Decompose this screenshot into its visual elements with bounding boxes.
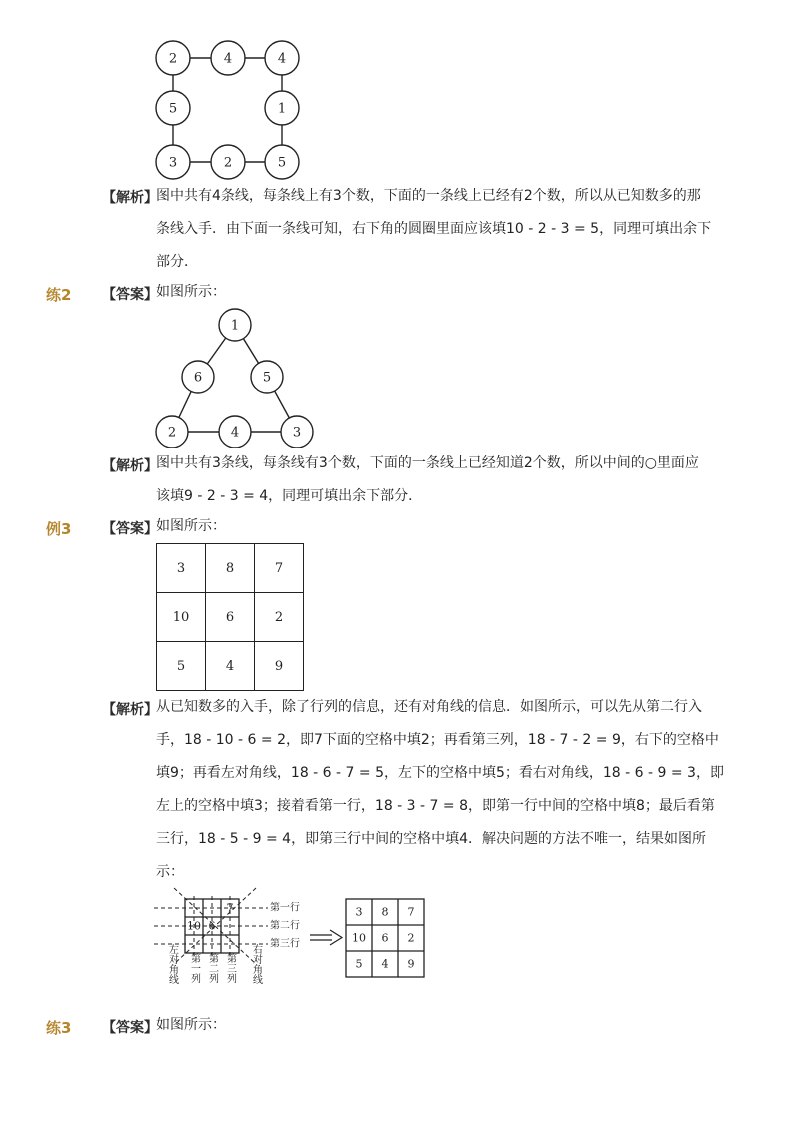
node: 5 xyxy=(277,155,287,171)
given-value: 10 xyxy=(187,919,201,933)
node: 2 xyxy=(167,425,177,441)
diag-label-right: 右对角线 xyxy=(250,944,262,984)
node: 4 xyxy=(277,51,287,67)
answer-text: 如图所示： xyxy=(156,518,226,534)
result-cell: 7 xyxy=(407,905,415,919)
analysis-label: 【解析】 xyxy=(102,190,158,206)
node: 2 xyxy=(223,155,233,171)
answer-label: 【答案】 xyxy=(102,521,158,537)
analysis-label: 【解析】 xyxy=(102,702,158,718)
col-label: 第二列 xyxy=(206,953,218,983)
result-cell: 2 xyxy=(407,931,415,945)
row-label: 第一行 xyxy=(270,902,300,914)
node: 1 xyxy=(277,101,287,117)
text-line: 该填9 - 2 - 3 = 4，同理可填出余下部分． xyxy=(156,488,423,504)
text-line: 图中共有3条线，每条线有3个数，下面的一条线上已经知道2个数，所以中间的○里面应 xyxy=(156,455,699,471)
node: 5 xyxy=(262,370,272,386)
result-cell: 8 xyxy=(381,905,389,919)
result-cell: 5 xyxy=(355,957,363,971)
answer-text: 如图所示： xyxy=(156,1017,226,1033)
grid-cell: 4 xyxy=(206,642,255,691)
node: 2 xyxy=(168,51,178,67)
text-line: 左上的空格中填3；接着看第一行，18 - 3 - 7 = 8，即第一行中间的空格中填8；最后看第 xyxy=(156,798,715,814)
grid-cell: 2 xyxy=(255,593,304,642)
section-title-lian2: 练2 xyxy=(46,286,72,304)
given-value: 7 xyxy=(226,901,234,915)
node: 3 xyxy=(292,425,302,441)
diag-label-left: 左对角线 xyxy=(166,944,178,984)
square-circle-diagram xyxy=(150,36,310,184)
grid-cell: 7 xyxy=(255,544,304,593)
result-cell: 6 xyxy=(381,931,389,945)
node: 3 xyxy=(168,155,178,171)
triangle-circle-diagram xyxy=(150,306,320,448)
text-line: 图中共有4条线，每条线上有3个数，下面的一条线上已经有2个数，所以从已知数多的那 xyxy=(156,188,701,204)
section-title-lian3: 练3 xyxy=(46,1019,72,1037)
analysis-label: 【解析】 xyxy=(102,458,158,474)
answer-text: 如图所示： xyxy=(156,284,226,300)
text-line: 三行，18 - 5 - 9 = 4，即第三行中间的空格中填4．解决问题的方法不唯一，结果如图所 xyxy=(156,831,706,847)
text-line: 部分． xyxy=(156,254,198,270)
result-cell: 10 xyxy=(352,931,366,945)
analysis-text xyxy=(156,180,756,279)
node: 4 xyxy=(230,425,240,441)
text-line: 条线入手．由下面一条线可知，右下角的圆圈里面应该填10 - 2 - 3 = 5，同理可填出余下 xyxy=(156,221,712,237)
text-line: 示： xyxy=(156,864,184,880)
grid-cell: 3 xyxy=(157,544,206,593)
grid-cell: 5 xyxy=(157,642,206,691)
magic-square-grid xyxy=(156,543,304,691)
result-cell: 4 xyxy=(381,957,389,971)
grid-cell: 6 xyxy=(206,593,255,642)
answer-label: 【答案】 xyxy=(102,287,158,303)
node: 6 xyxy=(193,370,203,386)
arrow-icon xyxy=(310,930,342,945)
analysis-text xyxy=(156,447,756,513)
given-value: 6 xyxy=(208,919,216,933)
answer-label: 【答案】 xyxy=(102,1020,158,1036)
text-line: 手，18 - 10 - 6 = 2，即7下面的空格中填2；再看第三列，18 - 7 - 2 = 9，右下的空格中 xyxy=(156,732,719,748)
result-cell: 9 xyxy=(407,957,415,971)
grid-cell: 10 xyxy=(157,593,206,642)
text-line: 从已知数多的入手，除了行列的信息，还有对角线的信息．如图所示，可以先从第二行入 xyxy=(156,699,702,715)
analysis-text xyxy=(156,691,766,889)
section-title-li3: 例3 xyxy=(46,520,72,538)
result-cell: 3 xyxy=(355,905,363,919)
reasoning-diagram xyxy=(150,880,440,1010)
grid-cell: 9 xyxy=(255,642,304,691)
text-line: 填9；再看左对角线，18 - 6 - 7 = 5，左下的空格中填5；看右对角线，18 - 6 - 9 = 3，即 xyxy=(156,765,724,781)
row-label: 第二行 xyxy=(270,920,300,932)
grid-cell: 8 xyxy=(206,544,255,593)
node: 5 xyxy=(168,101,178,117)
node: 1 xyxy=(230,318,240,334)
col-label: 第三列 xyxy=(224,953,236,983)
row-label: 第三行 xyxy=(270,938,300,950)
node: 4 xyxy=(223,51,233,67)
col-label: 第一列 xyxy=(188,953,200,983)
